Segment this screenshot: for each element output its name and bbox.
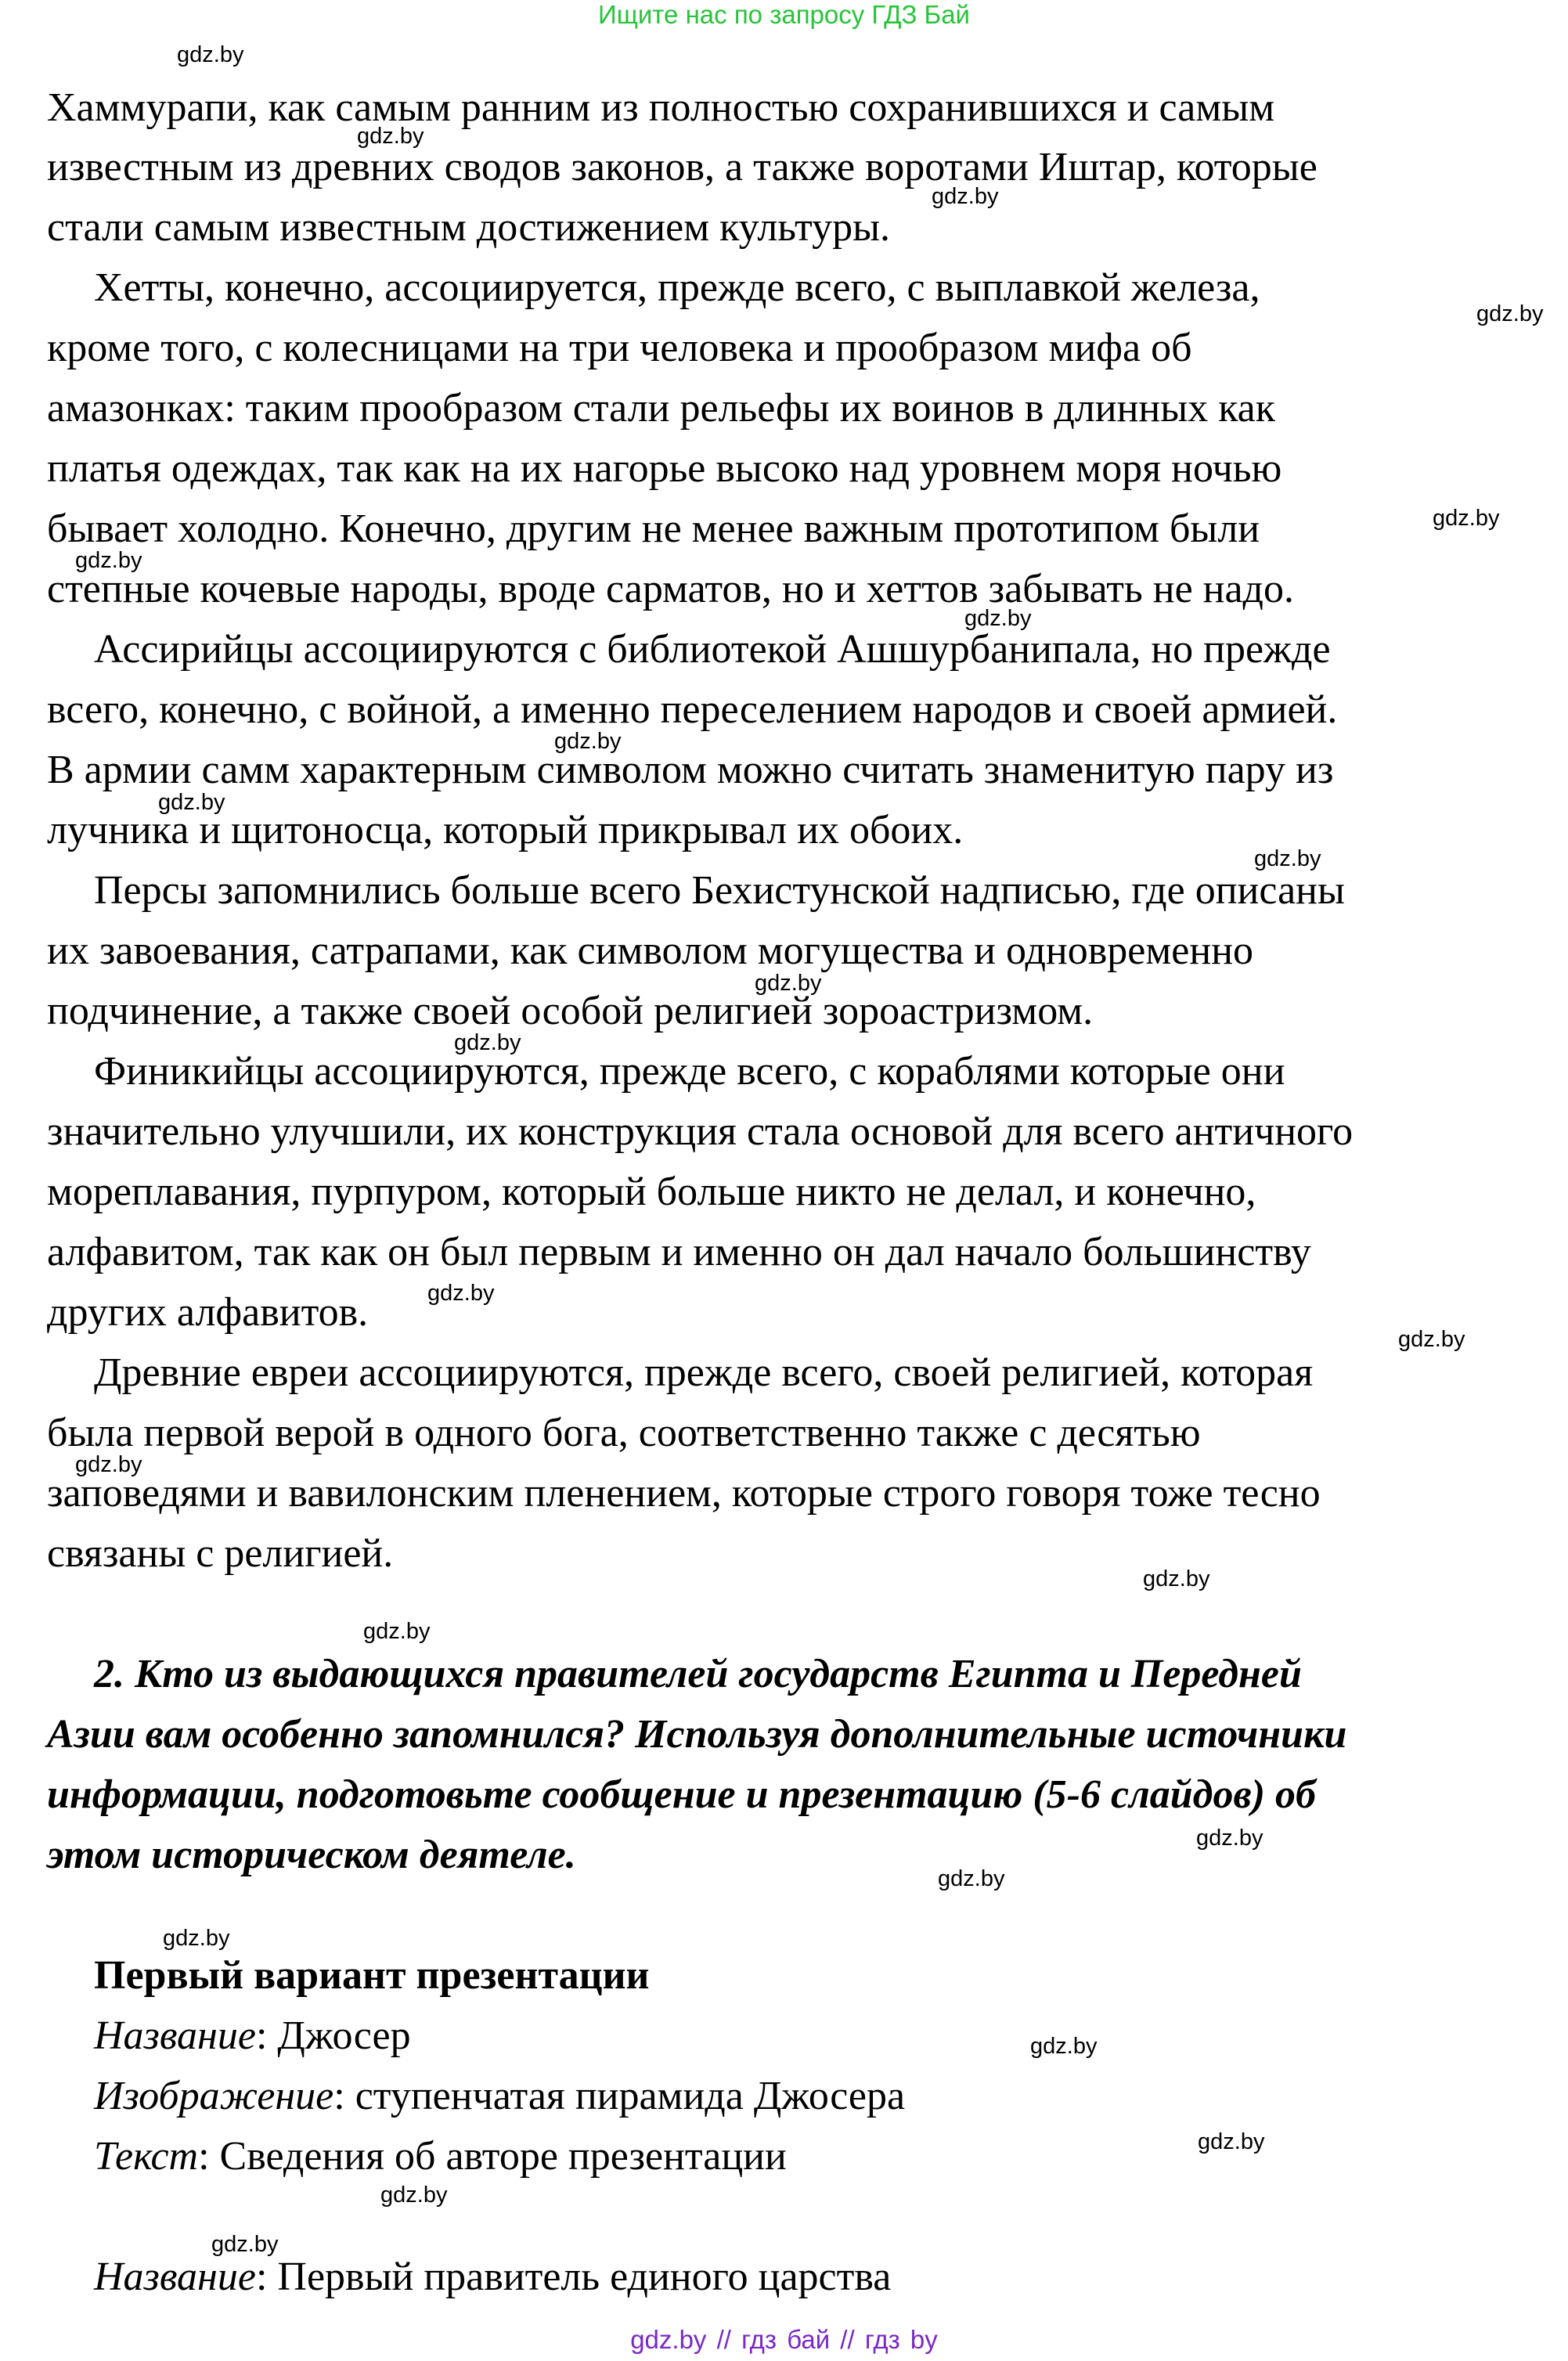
slide-name-label: Название <box>94 2255 256 2299</box>
watermark: gdz.by <box>938 1866 1005 1891</box>
slide1-name-row <box>94 2013 411 2058</box>
paragraph-line: Древние евреи ассоциируются, прежде всего, своей религией, которая <box>94 1350 1314 1395</box>
slide2-name-row <box>94 2257 891 2298</box>
slide-text-label: Текст <box>94 2134 199 2179</box>
watermark: gdz.by <box>363 1619 431 1644</box>
watermark: gdz.by <box>1196 1826 1263 1851</box>
watermark: gdz.by <box>1476 301 1544 326</box>
slide-name-value: : Джосер <box>255 2013 411 2058</box>
paragraph-line: Персы запомнились больше всего Бехистунской надписью, где описаны <box>94 868 1345 913</box>
watermark: gdz.by <box>158 790 225 815</box>
paragraph-line: платья одеждах, так как на их нагорье высоко над уровнем моря ночью <box>47 446 1282 491</box>
watermark: gdz.by <box>211 2232 279 2257</box>
slide1-image-row <box>94 2076 905 2117</box>
paragraph-line: В армии самм характерным символом можно считать знаменитую пару из <box>47 748 1334 792</box>
watermark: gdz.by <box>75 548 142 573</box>
question-line: Азии вам особенно запомнился? Используя дополнительные источники <box>47 1712 1347 1757</box>
slide-image-value: : ступенчатая пирамида Джосера <box>333 2074 906 2118</box>
slide1-text-row <box>94 2136 787 2177</box>
paragraph-line: Финикийцы ассоциируются, прежде всего, с кораблями которые они <box>94 1049 1285 1094</box>
header-banner[interactable]: Ищите нас по запросу ГДЗ Бай <box>598 0 970 29</box>
watermark: gdz.by <box>177 42 244 67</box>
paragraph-line: заповедями и вавилонским пленением, которые строго говоря тоже тесно <box>47 1471 1321 1516</box>
paragraph-line: Хетты, конечно, ассоциируется, прежде всего, с выплавкой железа, <box>94 265 1260 310</box>
slide-name-label: Название <box>94 2013 256 2058</box>
watermark: gdz.by <box>932 184 999 209</box>
paragraph-line: амазонках: таким прообразом стали рельефы их воинов в длинных как <box>47 386 1276 431</box>
paragraph-line: всего, конечно, с войной, а именно переселением народов и своей армией. <box>47 687 1338 732</box>
paragraph-line: значительно улучшили, их конструкция стала основой для всего античного <box>47 1109 1354 1154</box>
watermark: gdz.by <box>163 1926 230 1951</box>
watermark: gdz.by <box>1143 1566 1210 1591</box>
watermark: gdz.by <box>755 971 822 996</box>
paragraph-line: кроме того, с колесницами на три человека и прообразом мифа об <box>47 326 1192 370</box>
watermark: gdz.by <box>1254 846 1321 871</box>
paragraph-line: Ассирийцы ассоциируются с библиотекой Ашшурбанипала, но прежде <box>94 627 1331 672</box>
slide-image-label: Изображение <box>94 2074 334 2118</box>
watermark: gdz.by <box>454 1030 521 1055</box>
paragraph-line: лучника и щитоносца, который прикрывал их обоих. <box>47 808 964 852</box>
watermark: gdz.by <box>357 124 424 149</box>
paragraph-line: Хаммурапи, как самым ранним из полностью сохранившихся и самым <box>47 85 1275 130</box>
watermark: gdz.by <box>1398 1327 1465 1352</box>
watermark: gdz.by <box>380 2183 448 2208</box>
footer-links[interactable]: gdz.by // гдз бай // гдз by <box>630 2325 938 2354</box>
paragraph-line: степные кочевые народы, вроде сарматов, но и хеттов забывать не надо. <box>47 567 1295 611</box>
paragraph-line: стали самым известным достижением культуры. <box>47 205 891 250</box>
question-line: информации, подготовьте сообщение и презентацию (5-6 слайдов) об <box>47 1772 1316 1817</box>
paragraph-line: связаны с религией. <box>47 1531 394 1576</box>
question-line: этом историческом деятеле. <box>47 1833 576 1877</box>
paragraph-line: была первой верой в одного бога, соответственно также с десятью <box>47 1411 1201 1455</box>
paragraph-line: алфавитом, так как он был первым и именно он дал начало большинству <box>47 1230 1311 1274</box>
watermark: gdz.by <box>1433 506 1500 531</box>
paragraph-line: бывает холодно. Конечно, другим не менее важным прототипом были <box>47 506 1260 551</box>
watermark: gdz.by <box>75 1452 142 1477</box>
watermark: gdz.by <box>554 729 622 754</box>
watermark: gdz.by <box>427 1281 495 1306</box>
question-line: 2. Кто из выдающихся правителей государств Египта и Передней <box>94 1652 1302 1696</box>
watermark: gdz.by <box>1030 2034 1098 2059</box>
watermark: gdz.by <box>1198 2129 1265 2154</box>
slide-name-value: : Первый правитель единого царства <box>255 2255 892 2299</box>
paragraph-line: подчинение, а также своей особой религией зороастризмом. <box>47 989 1094 1033</box>
presentation-title: Первый вариант презентации <box>94 1953 650 1998</box>
paragraph-line: других алфавитов. <box>47 1290 369 1335</box>
watermark: gdz.by <box>964 606 1032 631</box>
paragraph-line: известным из древних сводов законов, а также воротами Иштар, которые <box>47 145 1317 189</box>
slide-text-value: : Сведения об авторе презентации <box>198 2134 787 2179</box>
paragraph-line: их завоевания, сатрапами, как символом могущества и одновременно <box>47 928 1254 973</box>
paragraph-line: мореплавания, пурпуром, который больше никто не делал, и конечно, <box>47 1170 1256 1214</box>
